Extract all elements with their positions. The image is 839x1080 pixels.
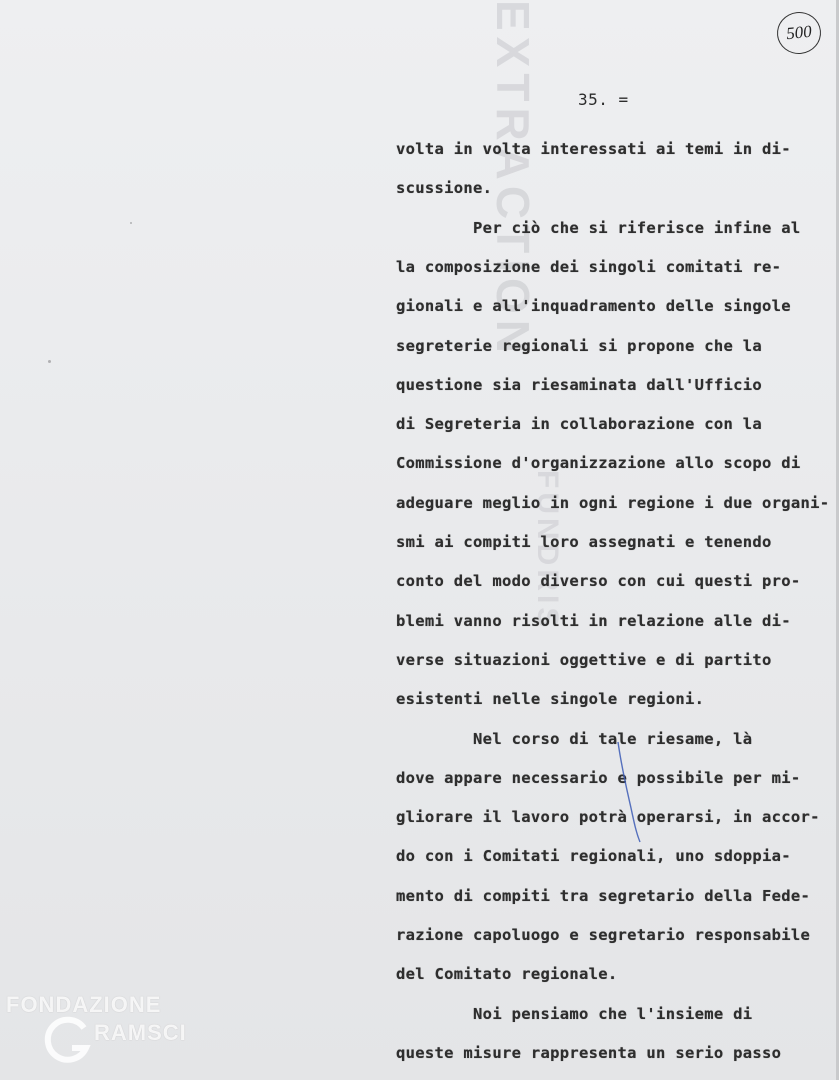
text-line: volta in volta interessati ai temi in di- xyxy=(396,140,791,158)
text-line: del Comitato regionale. xyxy=(396,965,618,984)
text-line: Per ciò che si riferisce infine al xyxy=(396,218,801,237)
text-line: razione capoluogo e segretario responsabile xyxy=(396,926,811,944)
text-line: gliorare il lavoro potrà operarsi, in accor- xyxy=(396,808,820,827)
text-line: mento di compiti tra segretario della Fede- xyxy=(396,886,811,905)
logo-g-mark-icon xyxy=(42,1014,94,1066)
text-line: scussione. xyxy=(396,179,493,198)
text-line: esistenti nelle singole regioni. xyxy=(396,690,705,709)
text-line: gionali e all'inquadramento delle singole xyxy=(396,297,791,316)
page-number-text: 500 xyxy=(785,21,813,44)
logo-text-line1: FONDAZIONE xyxy=(6,992,162,1017)
text-line: conto del modo diverso con cui questi pro- xyxy=(396,572,801,591)
text-line: queste misure rappresenta un serio passo xyxy=(396,1043,782,1062)
text-line: blemi vanno risolti in relazione alle di- xyxy=(396,611,791,630)
text-line: questione sia riesaminata dall'Ufficio xyxy=(396,375,763,394)
text-line: Commissione d'organizzazione allo scopo di xyxy=(396,454,801,473)
text-line: smi ai compiti loro assegnati e tenendo xyxy=(396,533,772,551)
typed-page-header: 35. = xyxy=(578,90,629,109)
fondazione-gramsci-logo xyxy=(6,992,206,1072)
text-line: adeguare meglio in ogni regione i due organi- xyxy=(396,493,830,512)
text-line: dove appare necessario e possibile per mi- xyxy=(396,768,801,787)
paper-speck xyxy=(48,360,51,363)
text-line: Noi pensiamo che l'insieme di xyxy=(396,1004,753,1023)
text-line: verse situazioni oggettive e di partito xyxy=(396,650,772,669)
text-line: la composizione dei singoli comitati re- xyxy=(396,257,782,276)
text-line: Nel corso di tale riesame, là xyxy=(396,729,753,748)
logo-text-line2: RAMSCI xyxy=(94,1020,187,1045)
paper-speck xyxy=(130,222,132,224)
text-line: di Segreteria in collaborazione con la xyxy=(396,415,763,434)
text-line: segreterie regionali si propone che la xyxy=(396,336,763,355)
text-line: do con i Comitati regionali, uno sdoppia- xyxy=(396,847,791,866)
watermark-vertical-text: EXTRACTION xyxy=(487,0,539,359)
